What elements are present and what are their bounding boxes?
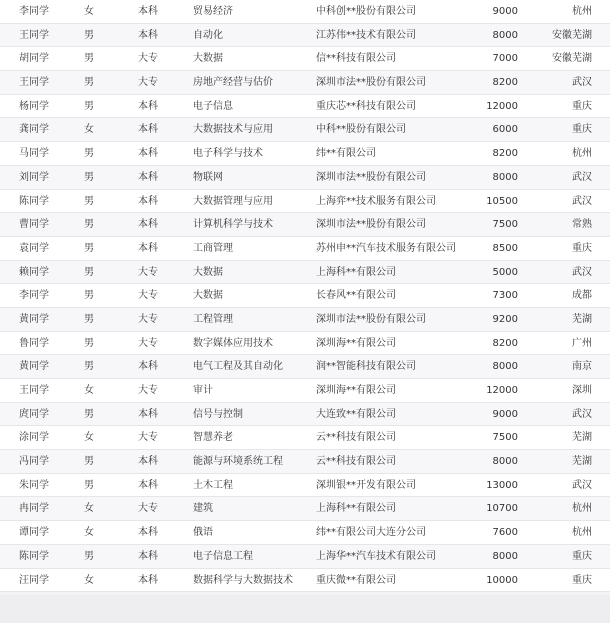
company-cell: 中科**股份有限公司 [316,124,406,136]
salary-cell: 8200 [492,337,518,349]
table-row [0,142,610,166]
gender-cell: 男 [84,77,94,89]
gender-cell: 男 [84,148,94,160]
salary-cell: 8000 [492,456,518,468]
table-row [0,261,610,285]
gender-cell: 女 [84,503,94,515]
table-row [0,190,610,214]
table-row [0,379,610,403]
table-row [0,24,610,48]
city-cell: 芜湖 [572,432,592,444]
table-row [0,284,610,308]
city-cell: 重庆 [572,242,592,254]
company-cell: 深圳银**开发有限公司 [316,479,416,491]
company-cell: 重庆微**有限公司 [316,574,396,586]
degree-cell: 本科 [138,219,158,231]
salary-cell: 7300 [492,290,518,302]
table-row [0,166,610,190]
company-cell: 中科创**股份有限公司 [316,6,416,17]
degree-cell: 大专 [138,432,158,444]
student-name-cell: 黄同学 [19,361,49,373]
salary-cell: 8000 [492,29,518,41]
salary-cell: 9000 [492,6,518,17]
student-name-cell: 汪同学 [19,574,49,586]
salary-cell: 8200 [492,148,518,160]
salary-cell: 7000 [492,53,518,65]
gender-cell: 男 [84,361,94,373]
gender-cell: 男 [84,337,94,349]
city-cell: 武汉 [572,479,592,491]
student-name-cell: 冯同学 [19,456,49,468]
city-cell: 重庆 [572,550,592,562]
major-cell: 贸易经济 [193,6,233,17]
student-name-cell: 胡同学 [19,53,49,65]
city-cell: 深圳 [572,385,592,396]
city-cell: 武汉 [572,408,592,420]
degree-cell: 大专 [138,266,158,278]
city-cell: 武汉 [572,171,592,183]
major-cell: 电子信息 [193,100,233,112]
company-cell: 纬**有限公司 [316,148,376,160]
table-row [0,0,610,24]
degree-cell: 大专 [138,53,158,65]
degree-cell: 大专 [138,290,158,302]
table-row [0,569,610,593]
student-name-cell: 李同学 [19,290,49,302]
major-cell: 大数据 [193,290,223,302]
student-name-cell: 涂同学 [19,432,49,444]
salary-cell: 9200 [492,313,518,325]
student-name-cell: 庹同学 [19,408,49,420]
major-cell: 大数据技术与应用 [193,124,273,136]
gender-cell: 女 [84,124,94,136]
gender-cell: 男 [84,550,94,562]
company-cell: 深圳市法**股份有限公司 [316,171,426,183]
company-cell: 上海科**有限公司 [316,266,396,278]
degree-cell: 本科 [138,361,158,373]
degree-cell: 本科 [138,171,158,183]
table-footer [0,595,610,623]
salary-cell: 10500 [486,195,518,207]
degree-cell: 本科 [138,124,158,136]
company-cell: 大连致**有限公司 [316,408,396,420]
degree-cell: 本科 [138,6,158,17]
gender-cell: 男 [84,195,94,207]
gender-cell: 女 [84,385,94,396]
gender-cell: 女 [84,432,94,444]
company-cell: 上海弈**技术服务有限公司 [316,195,436,207]
degree-cell: 大专 [138,77,158,89]
city-cell: 广州 [572,337,592,349]
major-cell: 计算机科学与技术 [193,219,273,231]
student-name-cell: 王同学 [19,77,49,89]
student-name-cell: 陈同学 [19,550,49,562]
company-cell: 信**科技有限公司 [316,53,396,65]
company-cell: 上海科**有限公司 [316,503,396,515]
degree-cell: 大专 [138,503,158,515]
degree-cell: 本科 [138,242,158,254]
major-cell: 电子信息工程 [193,550,253,562]
major-cell: 建筑 [193,503,213,515]
student-name-cell: 谭同学 [19,527,49,539]
major-cell: 信号与控制 [193,408,243,420]
student-name-cell: 曹同学 [19,219,49,231]
salary-cell: 8000 [492,550,518,562]
student-name-cell: 龚同学 [19,124,49,136]
salary-cell: 10700 [486,503,518,515]
major-cell: 工程管理 [193,313,233,325]
table-row [0,118,610,142]
table-row [0,497,610,521]
company-cell: 上海华**汽车技术有限公司 [316,550,436,562]
salary-cell: 6000 [492,124,518,136]
student-name-cell: 冉同学 [19,503,49,515]
degree-cell: 大专 [138,313,158,325]
degree-cell: 本科 [138,100,158,112]
gender-cell: 男 [84,171,94,183]
salary-cell: 8500 [492,242,518,254]
salary-cell: 8200 [492,77,518,89]
city-cell: 武汉 [572,266,592,278]
student-name-cell: 赖同学 [19,266,49,278]
table-row [0,355,610,379]
major-cell: 房地产经营与估价 [193,77,273,89]
city-cell: 杭州 [572,503,592,515]
salary-cell: 13000 [486,479,518,491]
gender-cell: 男 [84,313,94,325]
city-cell: 武汉 [572,195,592,207]
table-row [0,237,610,261]
table-row [0,71,610,95]
gender-cell: 男 [84,242,94,254]
company-cell: 重庆芯**科技有限公司 [316,100,416,112]
city-cell: 重庆 [572,100,592,112]
city-cell: 芜湖 [572,313,592,325]
city-cell: 重庆 [572,574,592,586]
city-cell: 安徽芜湖 [552,29,592,41]
table-row [0,308,610,332]
student-name-cell: 朱同学 [19,479,49,491]
major-cell: 自动化 [193,29,223,41]
major-cell: 俄语 [193,527,213,539]
table-row [0,545,610,569]
company-cell: 深圳市法**股份有限公司 [316,313,426,325]
gender-cell: 男 [84,53,94,65]
city-cell: 重庆 [572,124,592,136]
degree-cell: 本科 [138,408,158,420]
salary-cell: 7500 [492,432,518,444]
table-row [0,332,610,356]
degree-cell: 本科 [138,148,158,160]
city-cell: 南京 [572,361,592,373]
major-cell: 土木工程 [193,479,233,491]
major-cell: 电气工程及其自动化 [193,361,283,373]
city-cell: 芜湖 [572,456,592,468]
company-cell: 云**科技有限公司 [316,456,396,468]
major-cell: 电子科学与技术 [193,148,263,160]
degree-cell: 本科 [138,456,158,468]
company-cell: 云**科技有限公司 [316,432,396,444]
degree-cell: 本科 [138,195,158,207]
salary-cell: 12000 [486,100,518,112]
table-row [0,426,610,450]
company-cell: 深圳市法**股份有限公司 [316,219,426,231]
major-cell: 大数据 [193,266,223,278]
salary-cell: 5000 [492,266,518,278]
gender-cell: 男 [84,100,94,112]
gender-cell: 男 [84,456,94,468]
student-name-cell: 杨同学 [19,100,49,112]
major-cell: 工商管理 [193,242,233,254]
degree-cell: 本科 [138,29,158,41]
gender-cell: 女 [84,6,94,17]
student-name-cell: 马同学 [19,148,49,160]
gender-cell: 女 [84,574,94,586]
student-name-cell: 刘同学 [19,171,49,183]
major-cell: 物联网 [193,171,223,183]
degree-cell: 大专 [138,337,158,349]
student-name-cell: 李同学 [19,6,49,17]
salary-cell: 9000 [492,408,518,420]
company-cell: 纬**有限公司大连分公司 [316,527,426,539]
student-name-cell: 黄同学 [19,313,49,325]
degree-cell: 本科 [138,479,158,491]
table-row [0,213,610,237]
student-name-cell: 鲁同学 [19,337,49,349]
table-row [0,403,610,427]
major-cell: 数据科学与大数据技术 [193,574,293,586]
company-cell: 深圳市法**股份有限公司 [316,77,426,89]
city-cell: 安徽芜湖 [552,53,592,65]
city-cell: 杭州 [572,148,592,160]
company-cell: 润**智能科技有限公司 [316,361,416,373]
student-name-cell: 王同学 [19,29,49,41]
gender-cell: 男 [84,290,94,302]
gender-cell: 男 [84,219,94,231]
salary-cell: 7600 [492,527,518,539]
gender-cell: 男 [84,266,94,278]
company-cell: 长春风**有限公司 [316,290,396,302]
salary-cell: 10000 [486,574,518,586]
major-cell: 能源与环境系统工程 [193,456,283,468]
salary-cell: 8000 [492,361,518,373]
company-cell: 苏州申**汽车技术服务有限公司 [316,242,456,254]
degree-cell: 本科 [138,574,158,586]
city-cell: 杭州 [572,6,592,17]
major-cell: 大数据管理与应用 [193,195,273,207]
city-cell: 成都 [572,290,592,302]
company-cell: 江苏伟**技术有限公司 [316,29,416,41]
gender-cell: 男 [84,479,94,491]
degree-cell: 大专 [138,385,158,396]
student-name-cell: 陈同学 [19,195,49,207]
major-cell: 审计 [193,385,213,396]
student-name-cell: 王同学 [19,385,49,396]
student-name-cell: 袁同学 [19,242,49,254]
company-cell: 深圳海**有限公司 [316,337,396,349]
major-cell: 数字媒体应用技术 [193,337,273,349]
major-cell: 智慧养老 [193,432,233,444]
salary-cell: 8000 [492,171,518,183]
salary-cell: 7500 [492,219,518,231]
degree-cell: 本科 [138,527,158,539]
table-row [0,450,610,474]
table-row [0,521,610,545]
table-row [0,95,610,119]
city-cell: 武汉 [572,77,592,89]
city-cell: 杭州 [572,527,592,539]
salary-cell: 12000 [486,385,518,396]
gender-cell: 女 [84,527,94,539]
gender-cell: 男 [84,29,94,41]
company-cell: 深圳海**有限公司 [316,385,396,396]
table-row [0,474,610,498]
gender-cell: 男 [84,408,94,420]
major-cell: 大数据 [193,53,223,65]
table-row [0,47,610,71]
city-cell: 常熟 [572,219,592,231]
degree-cell: 本科 [138,550,158,562]
